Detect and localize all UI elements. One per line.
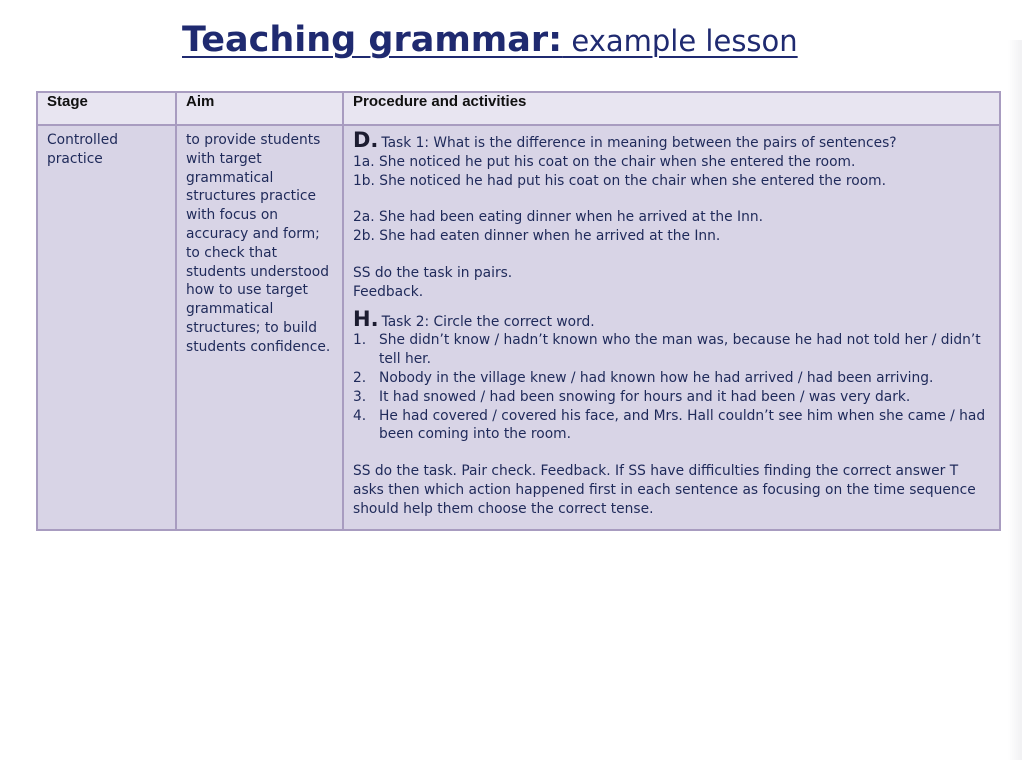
item-text: It had snowed / had been snowing for hours and it had been / was very dark. [379, 388, 911, 405]
slide-edge-shadow [1008, 40, 1022, 760]
sentence-2b: 2b. She had eaten dinner when he arrived at the Inn. [353, 228, 721, 245]
aim-text: to provide students with target grammatical structures practice with focus on accuracy and form; to check that students understood how to use target grammatical structures; to build students confidence. [186, 132, 331, 355]
header-aim: Aim [176, 92, 343, 125]
task2-letter: H. [353, 306, 379, 331]
task2-heading: Task 2: Circle the correct word. [381, 313, 595, 330]
task1-letter: D. [353, 128, 379, 152]
table-header-row [37, 92, 1000, 125]
list-item [353, 331, 990, 369]
list-item [353, 388, 990, 407]
cell-procedure [343, 125, 1000, 530]
task2-heading-line [353, 306, 990, 332]
title-light: example lesson [562, 24, 798, 58]
task1-heading: Task 1: What is the difference in meaning between the pairs of sentences? [381, 135, 897, 151]
sentence-1a: 1a. She noticed he put his coat on the chair when she entered the room. [353, 153, 856, 170]
list-item [353, 407, 990, 445]
task1-instruction-feedback: Feedback. [353, 283, 424, 300]
list-item [353, 369, 990, 388]
item-number: 4. [353, 407, 367, 424]
sentence-2a: 2a. She had been eating dinner when he arrived at the Inn. [353, 209, 763, 226]
title-bold: Teaching grammar: [182, 20, 563, 60]
item-text: She didn’t know / hadn’t known who the man was, because he had not told her / didn’t tell her. [379, 332, 981, 368]
slide-title [182, 20, 798, 60]
table-row [37, 125, 1000, 530]
sentence-1b: 1b. She noticed he had put his coat on the chair when she entered the room. [353, 172, 886, 189]
lesson-table [36, 91, 1001, 531]
header-stage: Stage [37, 92, 176, 125]
header-procedure: Procedure and activities [343, 92, 1000, 125]
task1-heading-line [353, 128, 990, 153]
task1-instruction-pairs: SS do the task in pairs. [353, 264, 513, 281]
item-text: He had covered / covered his face, and Mrs. Hall couldn’t see him when she came / had been coming into the room. [379, 407, 986, 443]
item-number: 2. [353, 369, 367, 386]
task2-list [353, 331, 990, 444]
item-text: Nobody in the village knew / had known how he had arrived / had been arriving. [379, 369, 934, 386]
cell-stage [37, 125, 176, 530]
item-number: 1. [353, 332, 367, 349]
cell-aim [176, 125, 343, 530]
item-number: 3. [353, 388, 367, 405]
stage-text: Controlled practice [47, 132, 118, 167]
task2-instructions: SS do the task. Pair check. Feedback. If SS have difficulties finding the correct answer T asks then which action happened first in each sentence as focusing on the time sequence should help them choose the correct tense. [353, 463, 976, 517]
